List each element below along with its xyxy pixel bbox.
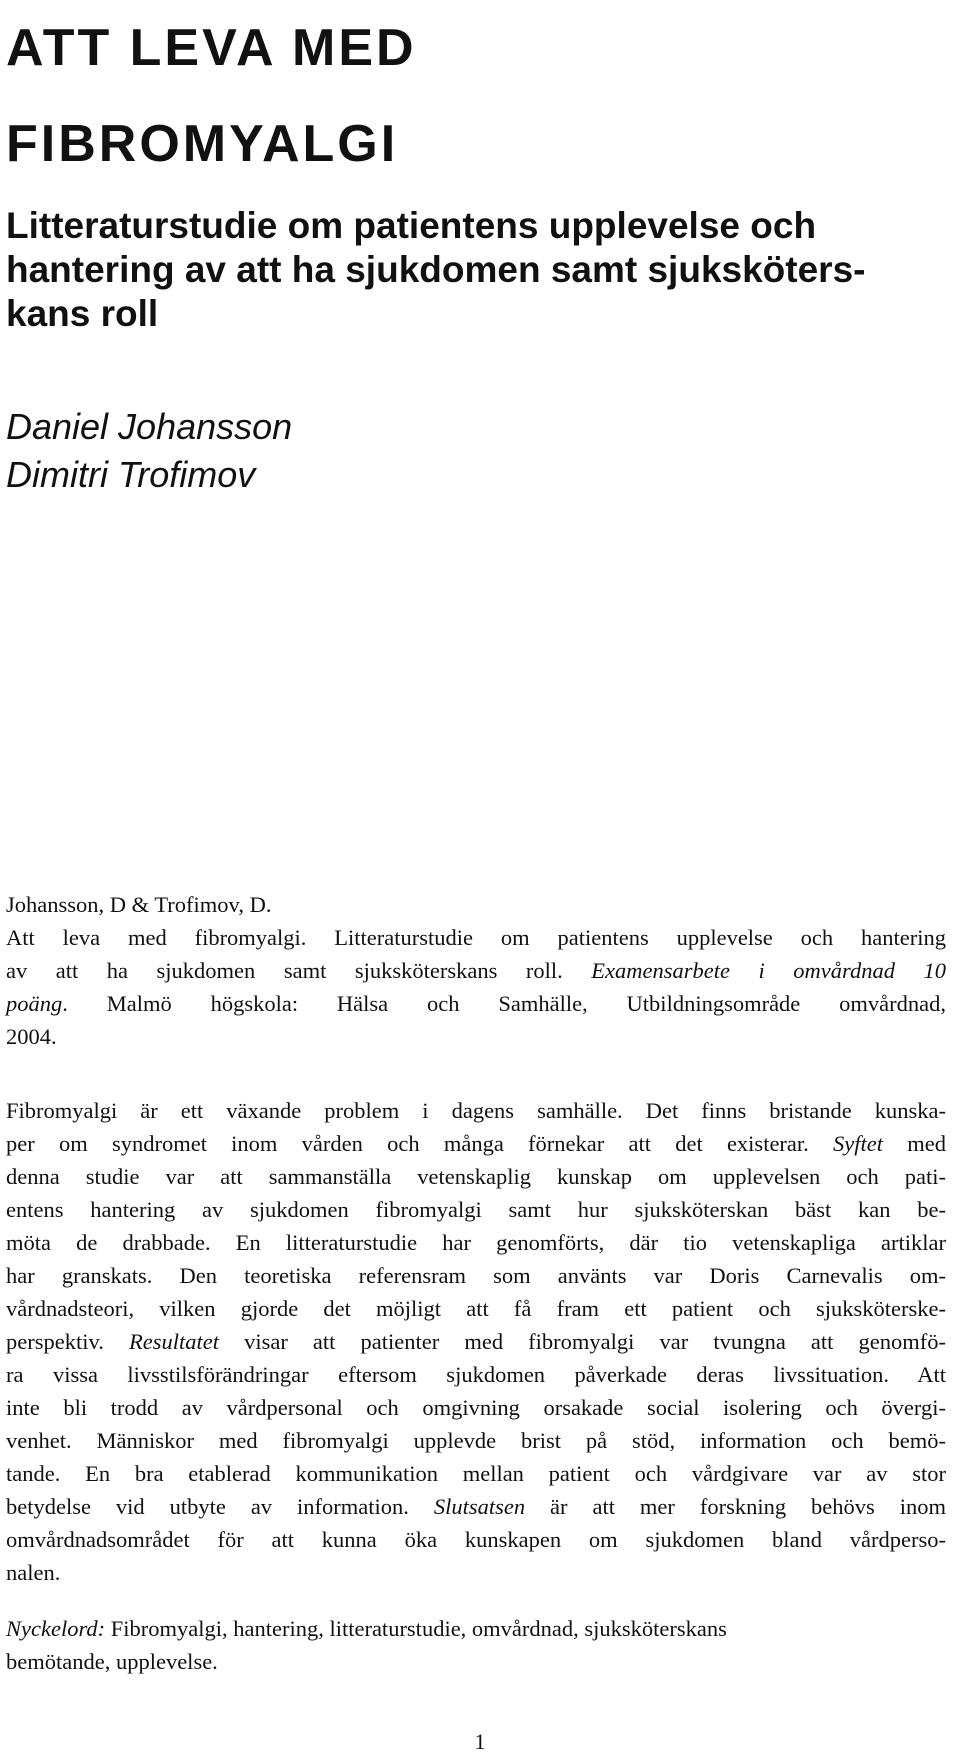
citation-block (6, 888, 946, 1053)
abstract-line (6, 1127, 946, 1160)
abstract-line: vårdnadsteori, vilken gjorde det möjligt att få fram ett patient och sjuksköterske- (6, 1296, 946, 1321)
abstract-line: möta de drabbade. En litteraturstudie har genomförts, där tio vetenskapliga artiklar (6, 1230, 946, 1255)
abstract-paragraph (6, 1094, 946, 1589)
abstract-keyword-resultatet: Resultatet (129, 1329, 219, 1354)
abstract-line: har granskats. Den teoretiska referensram som använts var Doris Carnevalis om- (6, 1263, 946, 1288)
subtitle-line: kans roll (6, 293, 159, 334)
abstract-text: betydelse vid utbyte av information. (6, 1494, 434, 1519)
subtitle-line: hantering av att ha sjukdomen samt sjuksköters- (6, 249, 866, 290)
abstract-line: denna studie var att sammanställa vetenskaplig kunskap om upplevelsen och pati- (6, 1164, 946, 1189)
citation-line: Johansson, D & Trofimov, D. (6, 892, 272, 917)
abstract-text: per om syndromet inom vården och många förnekar att det existerar. (6, 1131, 834, 1156)
abstract-line: inte bli trodd av vårdpersonal och omgivning orsakade social isolering och övergi- (6, 1395, 946, 1420)
abstract-line: entens hantering av sjukdomen fibromyalgi samt hur sjuksköterskan bäst kan be- (6, 1197, 946, 1222)
title-line: ATT LEVA MED (6, 19, 417, 77)
citation-text: av att ha sjukdomen samt sjuksköterskans roll. (6, 958, 592, 983)
keywords-block (6, 1612, 946, 1678)
keywords-line: bemötande, upplevelse. (6, 1649, 218, 1674)
keywords-label: Nyckelord: (6, 1616, 106, 1641)
abstract-line: Fibromyalgi är ett växande problem i dagens samhälle. Det finns bristande kunska- (6, 1098, 946, 1123)
citation-line: Att leva med fibromyalgi. Litteraturstudie om patientens upplevelse och hantering (6, 925, 946, 950)
subtitle-line: Litteraturstudie om patientens upplevelse och (6, 205, 817, 246)
abstract-text: är att mer forskning behövs inom (525, 1494, 947, 1519)
citation-degree: Examensarbete i omvårdnad 10 (591, 958, 946, 983)
citation-line (6, 954, 946, 987)
citation-text: . Malmö högskola: Hälsa och Samhälle, Utbildningsområde omvårdnad, (62, 991, 946, 1016)
abstract-line: ra vissa livsstilsförändringar eftersom sjukdomen påverkade deras livssituation. Att (6, 1362, 946, 1387)
title-line: FIBROMYALGI (6, 115, 399, 173)
keywords-line (6, 1612, 946, 1645)
keywords-text: Fibromyalgi, hantering, litteraturstudie, omvårdnad, sjuksköterskans (105, 1616, 727, 1641)
document-title (6, 0, 417, 192)
citation-line (6, 987, 946, 1020)
abstract-line: tande. En bra etablerad kommunikation mellan patient och vårdgivare var av stor (6, 1461, 946, 1486)
abstract-text: med (883, 1131, 946, 1156)
abstract-text: visar att patienter med fibromyalgi var tvungna att genomfö- (218, 1329, 947, 1354)
citation-credits: poäng (6, 991, 63, 1016)
citation-line: 2004. (6, 1024, 57, 1049)
author-name: Dimitri Trofimov (6, 454, 256, 495)
abstract-line (6, 1490, 946, 1523)
author-list (6, 403, 292, 499)
abstract-text: perspektiv. (6, 1329, 129, 1354)
abstract-line: nalen. (6, 1560, 61, 1585)
abstract-line: venhet. Människor med fibromyalgi upplevde brist på stöd, information och bemö- (6, 1428, 946, 1453)
abstract-keyword-slutsatsen: Slutsatsen (433, 1494, 526, 1519)
abstract-line (6, 1325, 946, 1358)
abstract-keyword-syftet: Syftet (833, 1131, 884, 1156)
abstract-line: omvårdnadsområdet för att kunna öka kunskapen om sjukdomen bland vårdperso- (6, 1527, 946, 1552)
document-subtitle (6, 204, 946, 336)
author-name: Daniel Johansson (6, 406, 293, 447)
page-number: 1 (474, 1729, 486, 1754)
